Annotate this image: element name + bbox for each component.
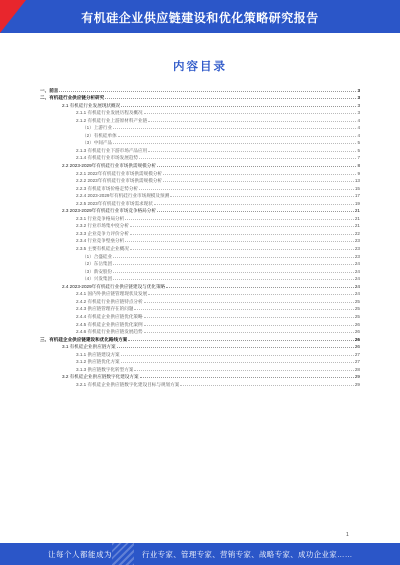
- toc-entry[interactable]: [40, 108, 360, 116]
- toc-entry-label: （1）合盛硅业: [82, 253, 113, 259]
- toc-entry-label: 2.2.3 有机硅市场价格走势分析: [76, 185, 139, 191]
- toc-entry-page: 9: [357, 170, 360, 176]
- toc-dot-leader: [157, 211, 354, 212]
- toc-dot-leader: [130, 249, 354, 250]
- toc-entry[interactable]: [40, 221, 360, 229]
- toc-dot-leader: [139, 158, 356, 159]
- toc-dot-leader: [130, 234, 354, 235]
- toc-entry[interactable]: [40, 198, 360, 206]
- toc-entry-page: 3: [357, 95, 360, 101]
- toc-dot-leader: [125, 219, 354, 220]
- toc-dot-leader: [113, 128, 356, 129]
- toc-entry-label: 2.4.4 有机硅企业供应链优化策略: [76, 313, 143, 319]
- toc-dot-leader: [144, 325, 354, 326]
- toc-entry-page: 4: [357, 125, 360, 131]
- toc-dot-leader: [128, 340, 354, 341]
- toc-entry-page: 4: [357, 132, 360, 138]
- toc-dot-leader: [121, 106, 356, 107]
- toc-entry-page: 26: [354, 329, 360, 335]
- toc-entry[interactable]: [40, 191, 360, 199]
- toc-dot-leader: [163, 174, 356, 175]
- toc-entry-page: 8: [357, 163, 360, 169]
- toc-entry-page: 17: [354, 193, 360, 199]
- toc-entry-page: 4: [357, 117, 360, 123]
- toc-dot-leader: [144, 332, 354, 333]
- toc-entry-page: 23: [354, 246, 360, 252]
- toc-dot-leader: [144, 302, 354, 303]
- toc-entry-label: 2.1 有机硅行业发展现状概况: [62, 102, 121, 108]
- toc-entry-page: 21: [354, 208, 360, 214]
- toc-entry[interactable]: [40, 349, 360, 357]
- toc-entry-page: 5: [357, 140, 360, 146]
- toc-entry[interactable]: [40, 342, 360, 350]
- toc-entry-page: 26: [354, 336, 360, 342]
- toc-dot-leader: [180, 385, 354, 386]
- table-of-contents: [40, 85, 360, 387]
- toc-entry[interactable]: [40, 364, 360, 372]
- toc-entry-label: （3）新安股份: [82, 268, 113, 274]
- toc-entry[interactable]: [40, 213, 360, 221]
- toc-entry-label: 3.1.1 供应链建设方案: [76, 351, 120, 357]
- toc-entry-page: 3: [357, 102, 360, 108]
- toc-entry-label: 2.3 2023-2029年有机硅行业市场竞争格局分析: [62, 208, 156, 214]
- toc-entry-label: 2.4.1 国内外供应链管理现状及发展: [76, 291, 148, 297]
- toc-entry[interactable]: [40, 296, 360, 304]
- toc-entry[interactable]: [40, 93, 360, 101]
- toc-entry-page: 24: [354, 283, 360, 289]
- toc-dot-leader: [113, 279, 354, 280]
- toc-entry[interactable]: [40, 168, 360, 176]
- toc-entry-label: 2.2.2 2023年有机硅行业市场供需规模分析: [76, 178, 163, 184]
- toc-entry[interactable]: [40, 289, 360, 297]
- toc-entry-page: 15: [354, 185, 360, 191]
- toc-entry-label: 3.1.2 供应链优化方案: [76, 359, 120, 365]
- toc-entry-page: 23: [354, 238, 360, 244]
- toc-entry[interactable]: [40, 236, 360, 244]
- toc-entry[interactable]: [40, 243, 360, 251]
- toc-heading: 内容目录: [173, 61, 227, 73]
- toc-dot-leader: [113, 143, 356, 144]
- toc-entry-label: 2.3.4 行业竞争壁垒分析: [76, 238, 125, 244]
- toc-entry-page: 24: [354, 268, 360, 274]
- toc-entry[interactable]: [40, 372, 360, 380]
- toc-entry-label: 3.2 有机硅企业供应链数字化建设方案: [62, 374, 139, 380]
- toc-entry[interactable]: [40, 183, 360, 191]
- toc-entry-label: （2）有机硅单体: [82, 132, 117, 138]
- toc-entry-page: 21: [354, 223, 360, 229]
- toc-entry[interactable]: [40, 145, 360, 153]
- toc-entry-page: 29: [354, 374, 360, 380]
- toc-entry-page: 26: [354, 344, 360, 350]
- toc-entry-page: 3: [357, 110, 360, 116]
- footer-stripe-decoration: [112, 543, 134, 565]
- toc-entry-label: 2.4 2023-2029年有机硅行业供应链建设与优化策略: [62, 283, 166, 289]
- toc-entry[interactable]: [40, 251, 360, 259]
- toc-entry-label: 3.1.3 供应链数字化转型方案: [76, 366, 134, 372]
- toc-dot-leader: [166, 287, 354, 288]
- toc-dot-leader: [148, 121, 356, 122]
- toc-entry-label: （2）东岳集团: [82, 261, 113, 267]
- toc-entry-page: 27: [354, 351, 360, 357]
- toc-entry-page: 7: [357, 155, 360, 161]
- toc-entry[interactable]: [40, 259, 360, 267]
- toc-dot-leader: [121, 362, 354, 363]
- toc-dot-leader: [154, 204, 354, 205]
- toc-dot-leader: [121, 355, 354, 356]
- toc-entry-label: 2.1.2 有机硅行业上游原材料产业链: [76, 117, 148, 123]
- toc-dot-leader: [113, 272, 354, 273]
- toc-entry-label: 2.3.3 企业竞争力评价分析: [76, 230, 129, 236]
- toc-entry-page: 26: [354, 321, 360, 327]
- footer-banner: [0, 543, 400, 565]
- toc-entry[interactable]: [40, 327, 360, 335]
- toc-entry-label: （1）上游行业: [82, 125, 113, 131]
- toc-entry[interactable]: [40, 274, 360, 282]
- toc-entry-page: 5: [357, 147, 360, 153]
- toc-entry-page: 24: [354, 291, 360, 297]
- toc-entry-label: 三、有机硅企业供应链建设和优化路线方案: [40, 336, 128, 342]
- page-number: 1: [346, 532, 349, 538]
- toc-entry[interactable]: [40, 153, 360, 161]
- toc-dot-leader: [125, 241, 354, 242]
- toc-entry[interactable]: [40, 130, 360, 138]
- toc-dot-leader: [148, 151, 356, 152]
- toc-entry[interactable]: [40, 281, 360, 289]
- toc-entry-label: （4）兴发集团: [82, 276, 113, 282]
- footer-motto: 行业专家、管理专家、营销专家、战略专家、成功企业家……: [142, 550, 353, 559]
- toc-entry-page: 25: [354, 306, 360, 312]
- toc-entry[interactable]: [40, 100, 360, 108]
- toc-entry[interactable]: [40, 176, 360, 184]
- toc-dot-leader: [144, 113, 357, 114]
- toc-entry-label: 2.1.4 有机硅行业市场发展趋势: [76, 155, 139, 161]
- toc-entry-label: 2.4.3 供应链管理存在的问题: [76, 306, 134, 312]
- toc-entry-label: 2.1.1 有机硅行业发展历程及概况: [76, 110, 143, 116]
- toc-dot-leader: [144, 317, 354, 318]
- toc-dot-leader: [157, 166, 356, 167]
- toc-dot-leader: [113, 264, 354, 265]
- toc-entry-label: 2.4.2 有机硅行业供应链特点分析: [76, 298, 143, 304]
- toc-entry-label: 3.2.1 有机硅企业供应链数字化建设目标与规划方案: [76, 381, 180, 387]
- toc-entry-label: 2.3.2 行业市场集中度分析: [76, 223, 129, 229]
- toc-entry-page: 22: [354, 230, 360, 236]
- toc-entry-label: 二、有机硅行业供应链分析研究: [40, 95, 105, 101]
- toc-entry[interactable]: [40, 206, 360, 214]
- toc-entry-page: 24: [354, 261, 360, 267]
- toc-entry[interactable]: [40, 228, 360, 236]
- toc-dot-leader: [148, 294, 354, 295]
- toc-entry-label: 2.2 2023-2029年有机硅行业市场供需规模分析: [62, 163, 156, 169]
- toc-dot-leader: [134, 370, 353, 371]
- toc-dot-leader: [140, 377, 354, 378]
- toc-entry-page: 24: [354, 276, 360, 282]
- toc-entry-page: 25: [354, 313, 360, 319]
- toc-entry-label: 2.2.1 2022年有机硅行业市场供需规模分析: [76, 170, 163, 176]
- toc-entry-page: 13: [354, 178, 360, 184]
- toc-dot-leader: [117, 347, 354, 348]
- toc-entry-label: 3.1 有机硅企业供应链方案: [62, 344, 116, 350]
- toc-entry[interactable]: [40, 379, 360, 387]
- toc-entry[interactable]: [40, 334, 360, 342]
- toc-entry-label: 2.3.5 主要有机硅企业概况: [76, 246, 129, 252]
- toc-entry[interactable]: [40, 160, 360, 168]
- toc-dot-leader: [170, 196, 354, 197]
- toc-dot-leader: [130, 226, 354, 227]
- toc-entry-label: 2.4.5 有机硅企业供应链优化案例: [76, 321, 143, 327]
- header-banner: [0, 0, 400, 33]
- toc-dot-leader: [163, 181, 354, 182]
- toc-dot-leader: [139, 189, 354, 190]
- report-title: 有机硅企业供应链建设和优化策略研究报告: [81, 11, 319, 25]
- toc-dot-leader: [113, 257, 354, 258]
- toc-entry-page: 29: [354, 381, 360, 387]
- toc-entry[interactable]: [40, 319, 360, 327]
- toc-dot-leader: [59, 91, 356, 92]
- toc-entry-page: 21: [354, 215, 360, 221]
- toc-entry-label: 2.4.6 有机硅行业供应链发展趋势: [76, 329, 143, 335]
- toc-entry-page: 27: [354, 359, 360, 365]
- toc-entry[interactable]: [40, 304, 360, 312]
- toc-entry-label: （3）中间产品: [82, 140, 113, 146]
- toc-entry-label: 2.1.3 有机硅行业下游市场产品应用: [76, 147, 148, 153]
- toc-dot-leader: [134, 309, 353, 310]
- toc-entry-label: 一、前言: [40, 87, 59, 93]
- toc-entry[interactable]: [40, 266, 360, 274]
- toc-entry-label: 2.3.1 行业竞争格局分析: [76, 215, 125, 221]
- toc-entry[interactable]: [40, 311, 360, 319]
- toc-entry-label: 2.2.5 2023年有机硅行业市场需求现状: [76, 200, 153, 206]
- toc-entry-page: 23: [354, 253, 360, 259]
- toc-entry-page: 28: [354, 366, 360, 372]
- toc-entry-page: 19: [354, 200, 360, 206]
- toc-entry[interactable]: [40, 357, 360, 365]
- toc-entry[interactable]: [40, 138, 360, 146]
- toc-entry-page: 25: [354, 298, 360, 304]
- toc-dot-leader: [105, 98, 356, 99]
- toc-dot-leader: [118, 136, 357, 137]
- toc-entry-page: 3: [357, 87, 360, 93]
- toc-entry[interactable]: [40, 85, 360, 93]
- toc-entry[interactable]: [40, 115, 360, 123]
- toc-entry[interactable]: [40, 123, 360, 131]
- footer-slogan: 让每个人都能成为: [48, 550, 112, 559]
- toc-entry-label: 2.2.4 2023-2029年有机硅行业市场规模及预测: [76, 193, 170, 199]
